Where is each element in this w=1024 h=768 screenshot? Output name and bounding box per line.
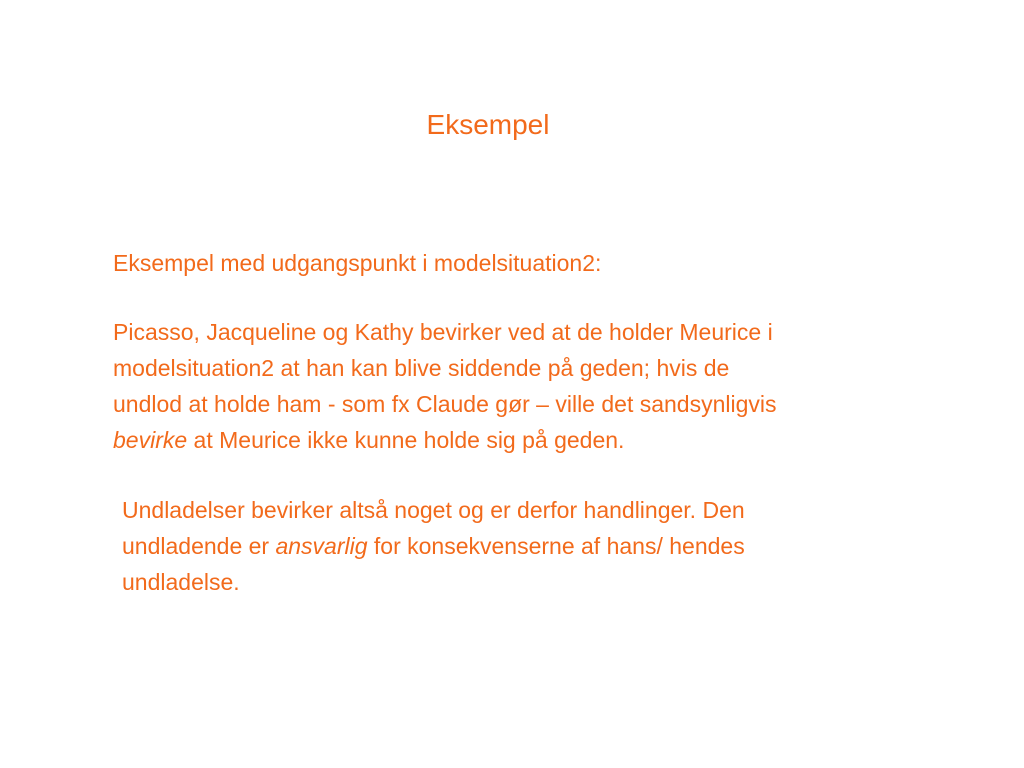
paragraph-line-rest: at Meurice ikke kunne holde sig på geden. (187, 427, 625, 453)
paragraph-line: Undladelser bevirker altså noget og er derfor handlinger. Den (122, 497, 745, 523)
paragraph-line: undlod at holde ham - som fx Claude gør – ville det sandsynligvis (113, 391, 777, 417)
paragraph-line: modelsituation2 at han kan blive siddende på geden; hvis de (113, 355, 730, 381)
paragraph-line (113, 422, 953, 458)
example-paragraph (113, 314, 953, 458)
paragraph-line: Picasso, Jacqueline og Kathy bevirker ved at de holder Meurice i (113, 319, 773, 345)
emphasis-bevirke: bevirke (113, 427, 188, 453)
paragraph-line-end: for konsekvenserne af hans/ hendes (367, 533, 745, 559)
paragraph-line-start: undladende er (122, 533, 276, 559)
paragraph-line (122, 528, 922, 564)
example-subtitle: Eksempel med udgangspunkt i modelsituation2: (113, 250, 602, 276)
conclusion-paragraph (122, 492, 922, 600)
paragraph-line: undladelse. (122, 569, 240, 595)
emphasis-ansvarlig: ansvarlig (275, 533, 368, 559)
slide-title: Eksempel (426, 109, 550, 140)
